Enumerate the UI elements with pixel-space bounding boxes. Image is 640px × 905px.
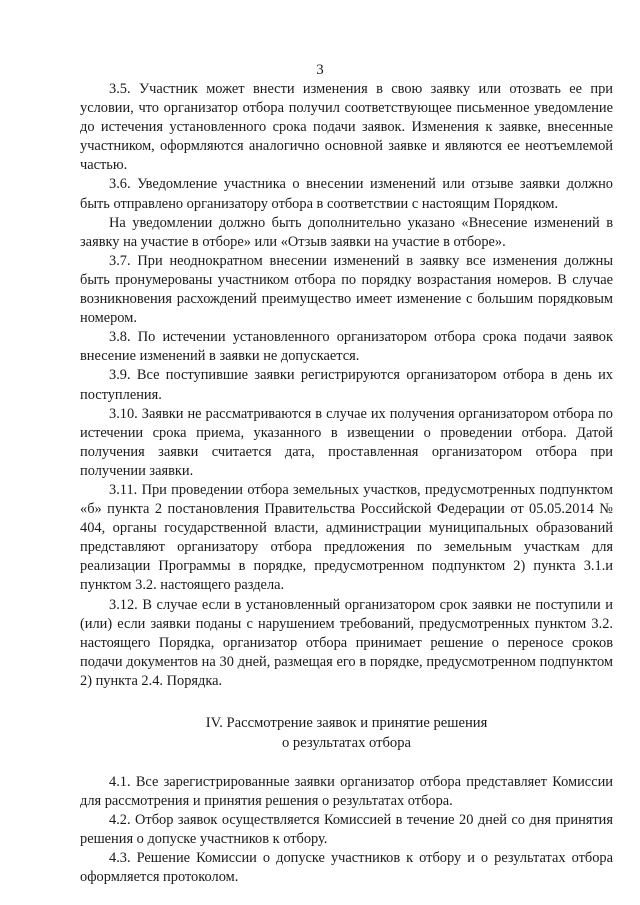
section-4-heading-line2: о результатах отбора xyxy=(281,735,411,751)
document-body xyxy=(80,80,613,888)
paragraph-3-6-note: На уведомлении должно быть дополнительно указано «Внесение изменений в заявку на участие в отборе» или «Отзыв заявки на участие в отборе». xyxy=(80,214,613,250)
page-number: 3 xyxy=(316,62,324,78)
paragraph-4-1: 4.1. Все зарегистрированные заявки организатор отбора представляет Комиссии для рассмотрения и принятия решения о результатах отбора. xyxy=(80,774,613,810)
paragraph-3-10: 3.10. Заявки не рассматриваются в случае их получения организатором отбора по истечении срока приема, указанного в извещении о проведении отбора. Датой получения заявки считается дата, проставленная организатором отбора при получении заявки. xyxy=(80,405,613,479)
paragraph-3-5: 3.5. Участник может внести изменения в свою заявку или отозвать ее при условии, что организатор отбора получил соответствующее письменное уведомление до истечения установленного срока подачи заявок. Изменения к заявке, внесенные участником, оформляются аналогично основной заявке и являются ее неотъемлемой частью. xyxy=(80,81,613,174)
paragraph-3-12: 3.12. В случае если в установленный организатором срок заявки не поступили и (или) если заявки поданы с нарушением требований, предусмотренных пунктом 3.2. настоящего Порядка, организатор отбора принимает решение о переносе сроков подачи документов на 30 дней, размещая его в порядке, предусмотренном подпунктом 2) пункта 2.4. Порядка. xyxy=(80,596,613,689)
paragraph-3-7: 3.7. При неоднократном внесении изменений в заявку все изменения должны быть пронумерованы участником отбора по порядку возрастания номеров. В случае возникновения расхождений преимущество имеет изменение с большим порядковым номером. xyxy=(80,252,613,327)
paragraph-3-11: 3.11. При проведении отбора земельных участков, предусмотренных подпунктом «б» пункта 2 постановления Правительства Российской Федерации от 05.05.2014 № 404, органы государственной власти, администрации муниципальных образований представляют организатору отбора предложения по земельным участкам для реализации Программы в порядке, предусмотренном подпунктом 2) пункта 3.1.и пунктом 3.2. настоящего раздела. xyxy=(80,481,613,594)
paragraph-3-9: 3.9. Все поступившие заявки регистрируются организатором отбора в день их поступления. xyxy=(80,367,613,403)
section-4-heading xyxy=(80,713,613,753)
paragraph-3-6: 3.6. Уведомление участника о внесении изменений или отзыве заявки должно быть отправлено организатору отбора в соответствии с настоящим Порядком. xyxy=(80,176,613,212)
paragraph-3-8: 3.8. По истечении установленного организатором отбора срока подачи заявок внесение изменений в заявки не допускается. xyxy=(80,329,613,365)
paragraph-4-2: 4.2. Отбор заявок осуществляется Комиссией в течение 20 дней со дня принятия решения о допуске участников к отбору. xyxy=(80,812,613,848)
paragraph-4-3: 4.3. Решение Комиссии о допуске участников к отбору и о результатах отбора оформляется протоколом. xyxy=(80,850,613,886)
section-4-heading-line1: IV. Рассмотрение заявок и принятие решения xyxy=(205,715,488,731)
